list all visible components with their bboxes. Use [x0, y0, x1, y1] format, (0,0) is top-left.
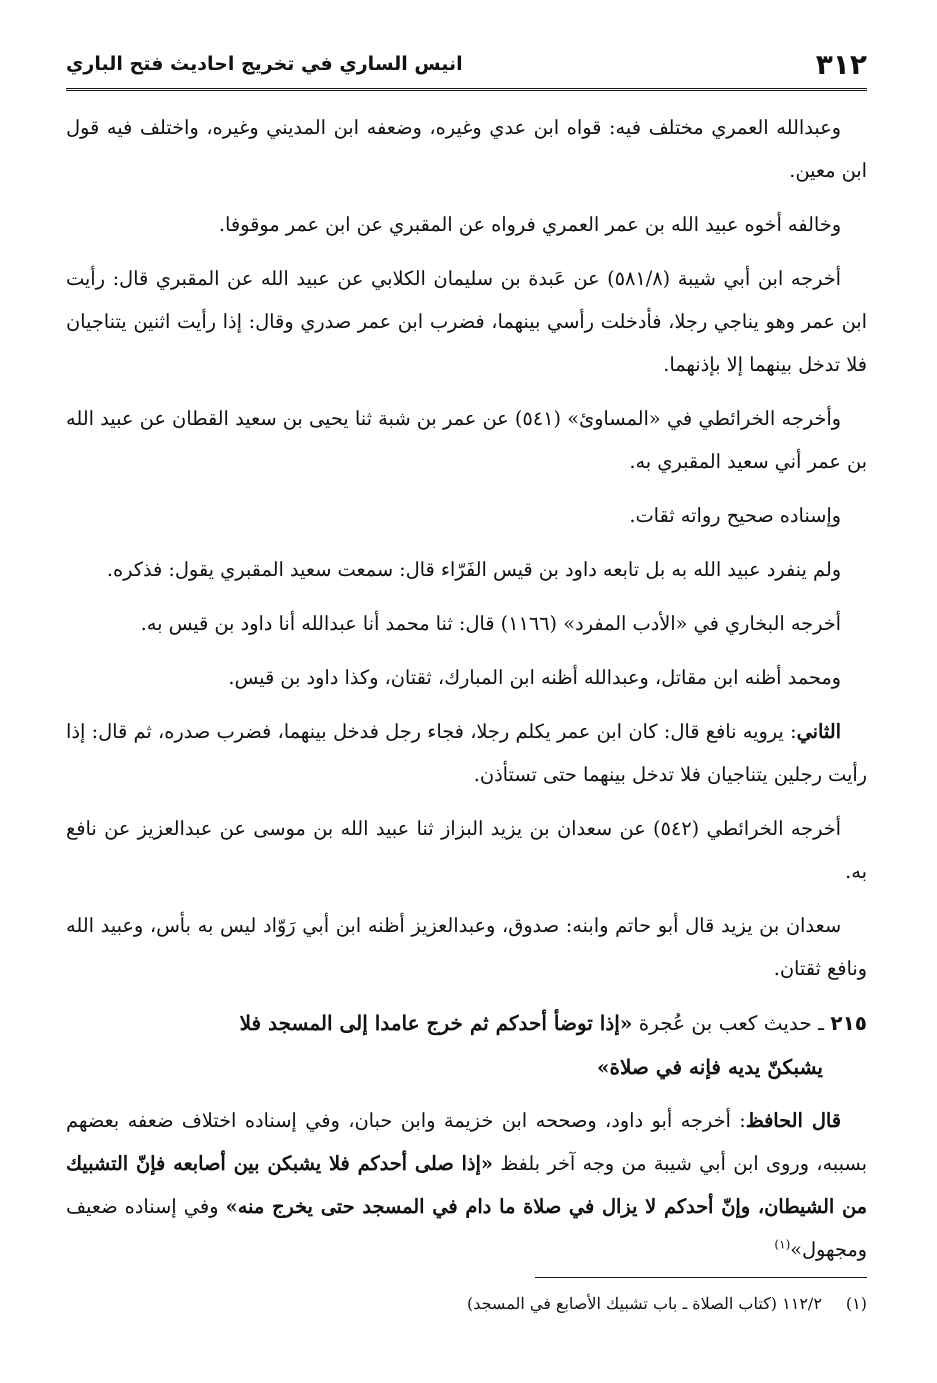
hadith-number: ٢١٥	[830, 1011, 867, 1035]
paragraph-7: أخرجه البخاري في «الأدب المفرد» (١١٦٦) قال: ثنا محمد أنا عبدالله أنا داود بن قيس به.	[140, 612, 841, 635]
hafiz-label: قال الحافظ	[745, 1109, 841, 1132]
commentary-bold-quote: «إذا صلى أحدكم فلا يشبكن بين أصابعه فإنّ التشبيك من الشيطان، وإنّ أحدكم لا يزال في صلاة ما دام في المسجد حتى يخرج منه»	[66, 1152, 867, 1218]
paragraph-4: وأخرجه الخرائطي في «المساوئ» (٥٤١) عن عمر بن شبة ثنا يحيى بن سعيد القطان عن عبيد الله بن عمر أني سعيد المقبري به.	[66, 407, 867, 473]
footnote	[66, 1290, 867, 1318]
commentary-part-1: : أخرجه أبو داود، وصححه ابن خزيمة وابن حبان، وفي إسناده اختلاف ضعفه بعضهم بسببه، وروى ابن أبي شيبة من وجه آخر بلفظ	[66, 1109, 867, 1175]
footnote-number: (١)	[845, 1294, 867, 1313]
footnote-text: ١١٢/٢ (كتاب الصلاة ـ باب تشبيك الأصابع في المسجد)	[466, 1294, 822, 1313]
footnote-divider	[535, 1277, 867, 1278]
paragraph-9-text: : يرويه نافع قال: كان ابن عمر يكلم رجلا، فجاء رجل فدخل بينهما، فضرب صدره، ثم قال: إذا رأيت رجلين يتناجيان فلا تدخل بينهما حتى تستأذن.	[66, 720, 867, 786]
commentary-part-2: وفي إسناده ضعيف ومجهول»	[66, 1195, 867, 1261]
paragraph-11: سعدان بن يزيد قال أبو حاتم وابنه: صدوق، وعبدالعزيز أظنه ابن أبي رَوّاد ليس به بأس، وعبيد الله ونافع ثقتان.	[66, 914, 867, 980]
footnote-reference: (١)	[774, 1237, 791, 1252]
hadith-dash: ـ	[811, 1011, 831, 1035]
page-number: ٣١٢	[815, 47, 867, 81]
hadith-intro: حديث كعب بن عُجرة	[632, 1011, 812, 1035]
paragraph-3: أخرجه ابن أبي شيبة (٥٨١/٨) عن عَبدة بن سليمان الكلابي عن عبيد الله عن المقبري قال: رأيت ابن عمر وهو يناجي رجلا، فأدخلت رأسي بينهما، فضرب ابن عمر صدري وقال: إذا رأيت اثنين يتناجيان فلا تدخل بينهما إلا بإذنهما.	[66, 267, 867, 376]
paragraph-5: وإسناده صحيح رواته ثقات.	[629, 504, 841, 527]
section-label-second: الثاني	[796, 720, 841, 743]
hadith-heading	[66, 1001, 867, 1089]
paragraph-9	[66, 710, 867, 796]
hadith-text-line-2: يشبكنّ يديه فإنه في صلاة»	[597, 1055, 823, 1079]
paragraph-10: أخرجه الخرائطي (٥٤٢) عن سعدان بن يزيد البزاز ثنا عبيد الله بن موسى عن عبدالعزيز عن نافع به.	[66, 817, 867, 883]
paragraph-8: ومحمد أظنه ابن مقاتل، وعبدالله أظنه ابن المبارك، ثقتان، وكذا داود بن قيس.	[228, 666, 841, 689]
page-header	[66, 40, 867, 91]
hafiz-commentary	[66, 1099, 867, 1271]
hadith-text-line-1: «إذا توضأ أحدكم ثم خرج عامدا إلى المسجد فلا	[239, 1011, 633, 1035]
main-text	[66, 106, 867, 1282]
paragraph-1: وعبدالله العمري مختلف فيه: قواه ابن عدي وغيره، وضعفه ابن المديني وغيره، واختلف فيه قول ابن معين.	[66, 116, 867, 182]
running-title: انيس الساري في تخريج احاديث فتح الباري	[66, 53, 463, 75]
paragraph-6: ولم ينفرد عبيد الله به بل تابعه داود بن قيس الفَرّاء قال: سمعت سعيد المقبري يقول: فذكره.	[106, 558, 841, 581]
paragraph-2: وخالفه أخوه عبيد الله بن عمر العمري فرواه عن المقبري عن ابن عمر موقوفا.	[218, 213, 841, 236]
